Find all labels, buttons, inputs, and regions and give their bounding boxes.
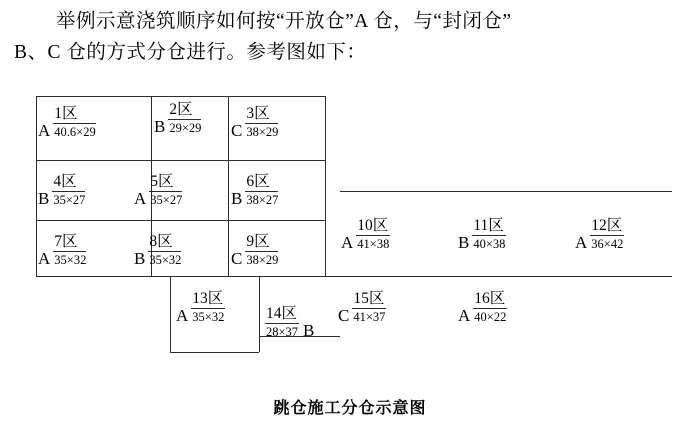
zone-number-label: 15区: [353, 290, 385, 307]
zone-dimensions: 35×32: [192, 310, 225, 324]
zone-category-letter: B: [154, 117, 166, 136]
zone-category-letter: A: [134, 189, 147, 208]
zone-cell: [38, 174, 85, 207]
zone-dimensions: 28×37: [266, 325, 299, 339]
zone-dimensions: 41×37: [353, 310, 386, 324]
zone-category-letter: B: [231, 189, 243, 208]
zone-category-letter: B: [458, 233, 470, 252]
zone-category-letter: A: [38, 249, 51, 268]
zone-number-label: 12区: [591, 217, 623, 234]
zone-dimensions: 29×29: [169, 121, 202, 135]
zone-category-letter: A: [341, 233, 354, 252]
zone-label-stack: [245, 174, 278, 207]
grid-hline: [259, 276, 340, 277]
zone-cell: [134, 234, 181, 267]
zone-cell: [231, 234, 278, 267]
zone-dimensions: 40×38: [473, 237, 506, 251]
zone-dimensions: 38×29: [246, 125, 279, 139]
zone-dimensions: 36×42: [591, 237, 624, 251]
zone-dimensions: 40×22: [474, 310, 507, 324]
zone-label-stack: [148, 234, 181, 267]
zone-cell: [231, 174, 278, 207]
zone-label-stack: [472, 218, 505, 251]
zone-number-label: 9区: [245, 234, 278, 252]
zone-cell: [341, 218, 390, 251]
zone-label-stack: [168, 102, 201, 135]
zone-label-stack: [53, 106, 95, 139]
grid-vline: [259, 276, 260, 352]
zone-layout-diagram: [0, 88, 700, 378]
zone-number-label: 10区: [357, 217, 389, 234]
zone-cell: [575, 218, 624, 251]
zone-dimensions: 38×29: [246, 253, 279, 267]
zone-number-label: 5区: [149, 174, 182, 192]
zone-category-letter: B: [134, 249, 146, 268]
zone-cell: [154, 102, 201, 135]
zone-dimensions: 38×27: [246, 193, 279, 207]
grid-vline: [228, 96, 229, 276]
grid-hline: [340, 191, 672, 192]
zone-label-stack: [352, 291, 386, 324]
zone-cell: [38, 106, 96, 139]
zone-cell: [338, 291, 386, 324]
zone-dimensions: 35×32: [54, 253, 87, 267]
zone-number-label: 14区: [266, 305, 298, 322]
zone-dimensions: 35×27: [150, 193, 183, 207]
paragraph-line-2: B、C 仓的方式分仓进行。参考图如下：: [14, 42, 367, 63]
zone-category-letter: C: [231, 249, 243, 268]
zone-number-label: 2区: [168, 102, 201, 120]
zone-cell: [134, 174, 182, 207]
zone-cell: [38, 234, 86, 267]
zone-category-letter: B: [38, 189, 50, 208]
zone-cell: [458, 291, 507, 324]
zone-category-letter: A: [575, 233, 588, 252]
zone-category-letter: C: [231, 121, 243, 140]
zone-category-letter: A: [458, 306, 471, 325]
zone-number-label: 4区: [52, 174, 85, 192]
zone-number-label: 16区: [474, 290, 506, 307]
zone-label-stack: [245, 234, 278, 267]
zone-cell: [458, 218, 506, 251]
zone-label-stack: [356, 218, 390, 251]
zone-number-label: 13区: [192, 290, 224, 307]
zone-label-stack: [52, 174, 85, 207]
zone-category-letter: C: [338, 306, 350, 325]
grid-vline: [325, 96, 326, 276]
grid-hline: [170, 352, 259, 353]
zone-number-label: 6区: [245, 174, 278, 192]
zone-label-stack: [590, 218, 624, 251]
zone-dimensions: 40.6×29: [54, 125, 96, 139]
zone-label-stack: [245, 106, 278, 139]
grid-vline: [36, 96, 37, 276]
zone-category-letter: A: [176, 306, 189, 325]
zone-label-stack: [473, 291, 507, 324]
intro-paragraph: [14, 6, 686, 68]
zone-label-stack: [53, 234, 86, 267]
zone-cell: [231, 106, 278, 139]
grid-hline: [36, 160, 326, 161]
grid-hline: [36, 96, 326, 97]
zone-category-letter: A: [38, 121, 51, 140]
grid-vline: [170, 276, 171, 352]
zone-category-letter: B: [303, 321, 315, 340]
zone-label-stack: [265, 306, 299, 339]
grid-hline: [36, 220, 326, 221]
paragraph-line-1: 举例示意浇筑顺序如何按“开放仓”A 仓，与“封闭仓”: [56, 11, 512, 32]
zone-number-label: 3区: [245, 106, 278, 124]
zone-number-label: 7区: [53, 234, 86, 252]
zone-dimensions: 35×27: [53, 193, 86, 207]
zone-number-label: 8区: [148, 234, 181, 252]
grid-hline: [340, 276, 672, 277]
zone-dimensions: 41×38: [357, 237, 390, 251]
zone-number-label: 11区: [473, 217, 504, 234]
zone-cell: [176, 291, 225, 324]
zone-cell: [265, 306, 314, 339]
zone-number-label: 1区: [53, 106, 95, 124]
zone-dimensions: 35×32: [149, 253, 182, 267]
zone-label-stack: [191, 291, 225, 324]
zone-label-stack: [149, 174, 182, 207]
figure-caption: 跳仓施工分仓示意图: [273, 400, 427, 417]
